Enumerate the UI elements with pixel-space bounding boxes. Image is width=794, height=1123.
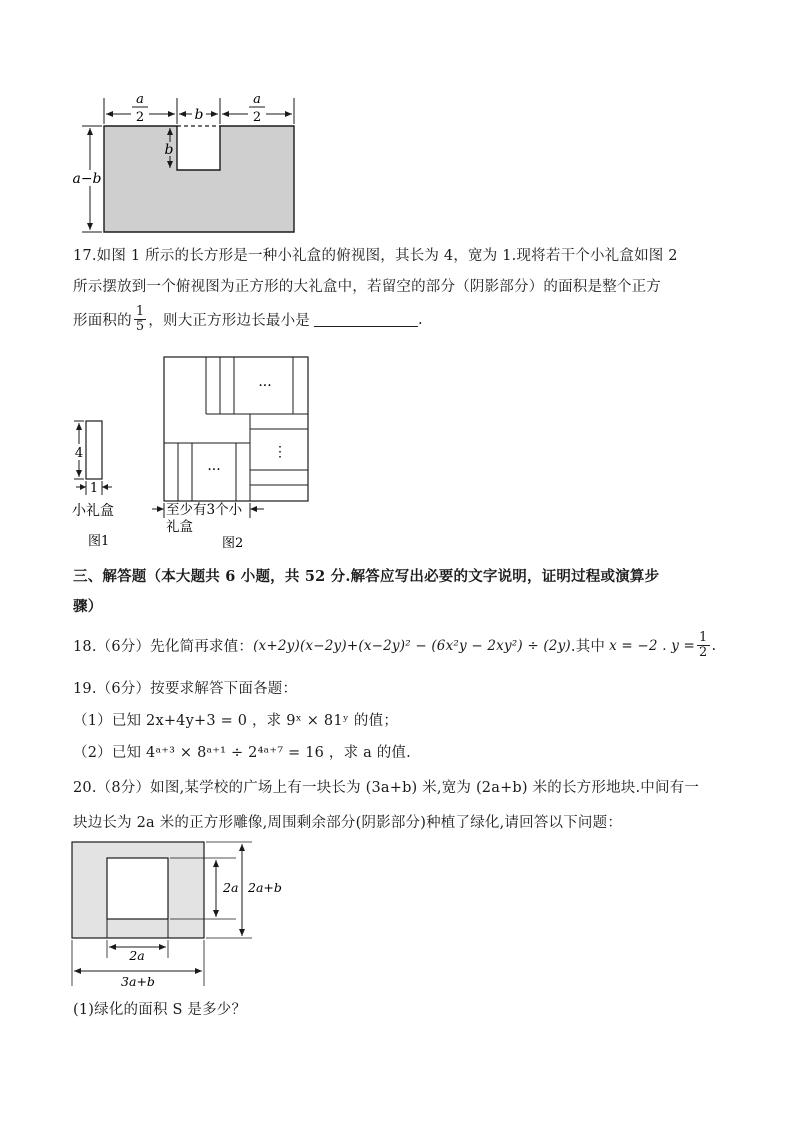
fig2-note-line2: 礼盒 xyxy=(166,519,193,535)
q20-label-h-outer: 2a+b xyxy=(248,880,282,895)
fig1-width-label: 1 xyxy=(89,481,99,496)
q18-condition: x = −2 . y = xyxy=(609,637,696,654)
svg-text:a: a xyxy=(136,92,144,107)
q17-line3-post: ，则大正方形边长最小是 xyxy=(148,313,310,329)
q17-line3-prefix: 形面积的 xyxy=(73,313,132,329)
q20-sub1: (1)绿化的面积 S 是多少？ xyxy=(73,1002,247,1018)
q19-part1: （1）已知 2x+4y+3 = 0 ，求 9ˣ × 81ʸ 的值； xyxy=(73,713,399,729)
q19-title: 19.（6分）按要求解答下面各题： xyxy=(73,681,298,697)
figure-q17-2 xyxy=(150,350,320,550)
q18-frac-den: 2 xyxy=(699,645,708,660)
q17-answer-blank[interactable] xyxy=(314,312,418,327)
q17-line2: 所示摆放到一个俯视图为正方形的大礼盒中，若留空的部分（阴影部分）的面积是整个正方 xyxy=(73,279,661,295)
fig1-length-label: 4 xyxy=(74,446,84,461)
svg-text:b: b xyxy=(194,107,204,123)
label-b-top xyxy=(192,106,206,123)
q18-prefix: 18.（6分）先化简再求值： xyxy=(73,639,254,655)
fig1-caption: 小礼盒 xyxy=(72,503,114,519)
fig1-label: 图1 xyxy=(88,534,110,549)
q17-line1: 17.如图 1 所示的长方形是一种小礼盒的俯视图，其长为 4，宽为 1.现将若干个小礼盒如图 2 xyxy=(73,248,678,264)
q18-end: . xyxy=(711,637,717,654)
svg-text:a: a xyxy=(253,92,261,107)
svg-text:2: 2 xyxy=(135,110,145,125)
svg-text:b: b xyxy=(164,142,174,158)
q19-part2: （2）已知 4ᵃ⁺³ × 8ᵃ⁺¹ ÷ 2⁴ᵃ⁺⁷ = 16 ，求 a 的值. xyxy=(73,745,411,761)
q20-label-w-inner: 2a xyxy=(129,948,145,963)
figure-q17-1 xyxy=(70,415,140,550)
fig2-label: 图2 xyxy=(222,536,244,550)
q17-frac-den: 5 xyxy=(135,319,145,334)
section3-heading-line2: 骤） xyxy=(73,598,103,615)
label-a-half-right xyxy=(248,92,266,125)
q17-fraction xyxy=(134,305,146,334)
fig2-dots-top: ··· xyxy=(258,378,272,394)
figure-q20 xyxy=(66,836,286,992)
svg-text:2: 2 xyxy=(252,110,262,125)
q18-line xyxy=(73,631,716,660)
q17-line3-end: . xyxy=(418,311,423,328)
svg-text:a−b: a−b xyxy=(72,171,102,187)
label-a-half-left xyxy=(131,92,149,125)
q17-frac-num: 1 xyxy=(135,304,145,319)
q20-label-h-inner: 2a xyxy=(223,880,239,895)
q17-line3 xyxy=(73,305,423,334)
fig2-dots-bottom: ··· xyxy=(207,462,221,478)
section3-heading-line1: 三、解答题（本大题共 6 小题，共 52 分.解答应写出必要的文字说明，证明过程或演算步 xyxy=(73,568,660,585)
q18-expression: (x+2y)(x−2y)+(x−2y)² − (6x²y − 2xy²) ÷ (2y) xyxy=(253,637,571,654)
q20-label-w-outer: 3a+b xyxy=(121,974,155,989)
figure-q16 xyxy=(70,90,310,240)
q18-mid: .其中 xyxy=(570,639,606,655)
q18-frac-num: 1 xyxy=(699,630,708,645)
fig2-dots-right: ⋮ xyxy=(273,444,287,460)
q20-line2: 块边长为 2a 米的正方形雕像,周围剩余部分(阴影部分)种植了绿化,请回答以下问题： xyxy=(73,815,623,831)
q20-line1: 20.（8分）如图,某学校的广场上有一块长为 (3a+b) 米,宽为 (2a+b) 米的长方形地块.中间有一 xyxy=(73,780,700,796)
q18-fraction xyxy=(697,631,709,660)
fig2-note-line1: 至少有3个小 xyxy=(166,502,243,518)
